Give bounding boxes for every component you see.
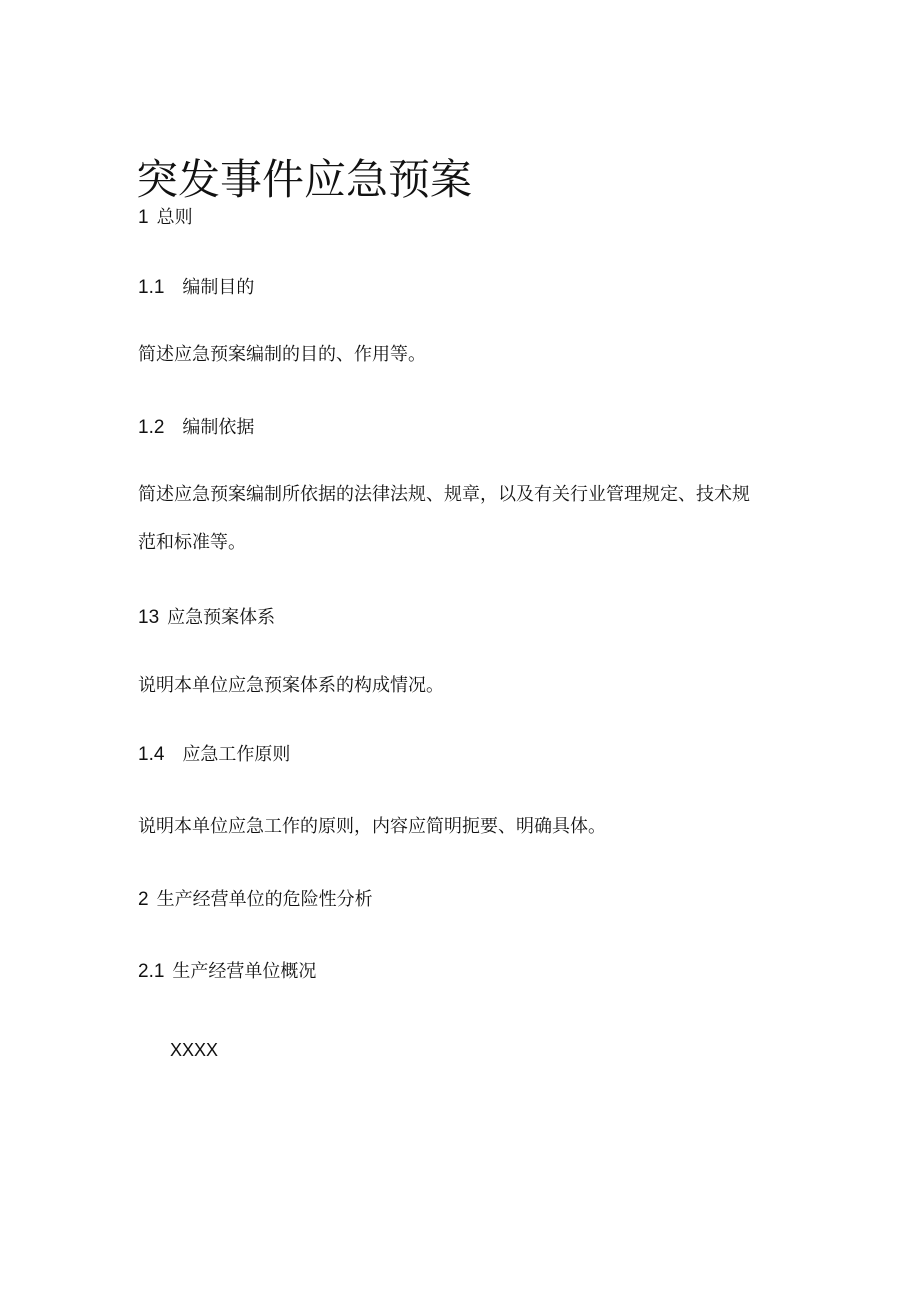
heading-number: 1.1 [138,277,165,298]
heading-number: 1 [138,207,149,228]
heading-text: 编制依据 [182,417,255,438]
paragraph-1-1: 简述应急预案编制的目的、作用等。 [138,344,426,365]
heading-text: 应急工作原则 [182,744,291,765]
heading-number: 2 [138,889,149,910]
heading-text: 总则 [156,207,193,228]
paragraph-1-3: 说明本单位应急预案体系的构成情况。 [138,675,444,696]
heading-number: 13 [138,607,160,628]
heading-number: 1.2 [138,417,165,438]
paragraph-1-4: 说明本单位应急工作的原则，内容应简明扼要、明确具体。 [138,816,606,837]
heading-text: 生产经营单位概况 [172,961,317,982]
heading-section-1-1 [138,276,254,300]
heading-number: 2.1 [138,961,165,982]
heading-section-2 [138,888,373,912]
paragraph-1-2-line-1: 简述应急预案编制所依据的法律法规、规章，以及有关行业管理规定、技术规 [138,484,750,505]
heading-section-1-4 [138,743,290,767]
heading-section-2-1 [138,960,316,984]
heading-text: 应急预案体系 [167,607,276,628]
heading-number: 1.4 [138,744,165,765]
paragraph-2-1: XXXX [170,1040,219,1060]
heading-section-1-2 [138,416,254,440]
paragraph-1-2-line-2: 范和标准等。 [138,532,246,553]
heading-section-1 [138,206,193,230]
heading-section-1-3 [138,606,275,630]
heading-text: 生产经营单位的危险性分析 [156,889,373,910]
heading-text: 编制目的 [182,277,255,298]
document-title: 突发事件应急预案 [136,155,473,205]
